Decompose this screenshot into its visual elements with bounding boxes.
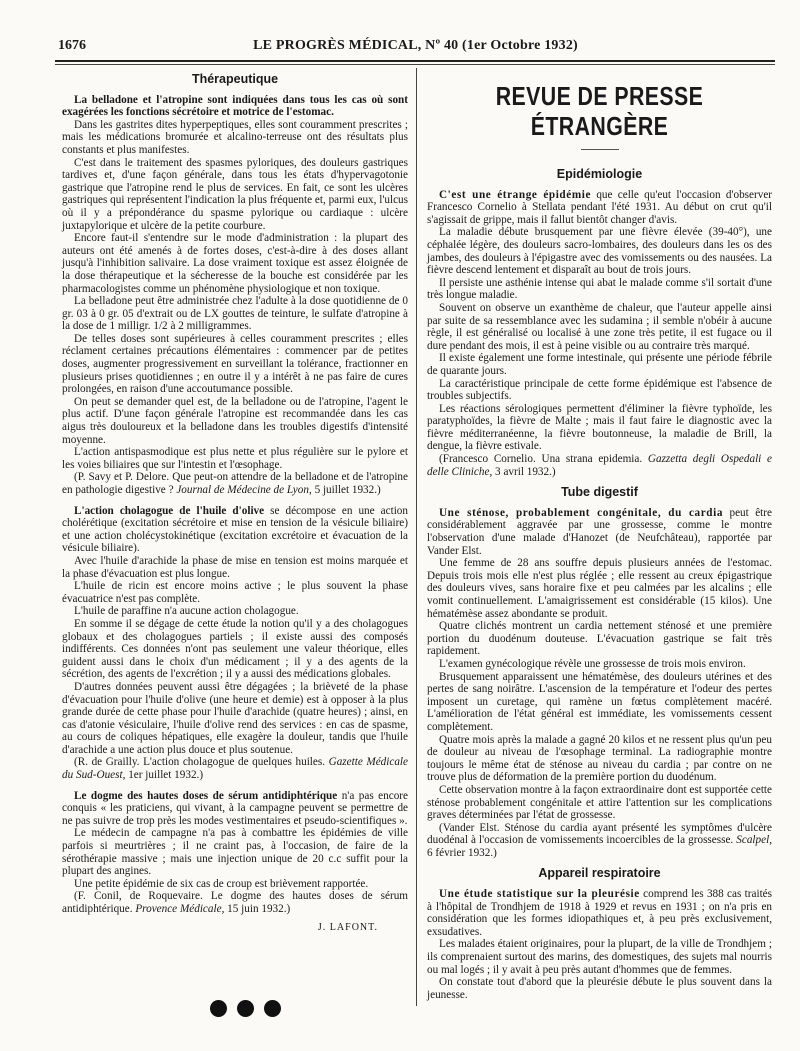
journal-title: LE PROGRÈS MÉDICAL, Nº 40 (1er Octobre 1932) (253, 38, 578, 53)
signature: J. LAFONT. (317, 921, 378, 933)
paragraph: On constate tout d'abord que la pleurésie débute le plus souvent dans la jeunesse. (427, 976, 772, 1001)
press-review-title: REVUE DE PRESSE ÉTRANGÈRE (495, 81, 704, 141)
header-rule-thin (55, 64, 775, 65)
ornament-dot (237, 1000, 254, 1017)
page-header (58, 30, 773, 56)
paragraph: Il existe également une forme intestinale, qui présente une période fébrile de quarante jours. (427, 352, 772, 377)
paragraph: La caractéristique principale de cette forme épidémique est l'absence de troubles subjectifs. (427, 377, 772, 403)
reference: (Vander Elst. Sténose du cardia ayant présenté les symptômes d'ulcère duodénal à l'occasion de vomissements incoercibles de la grossesse. Scalpel, 6 février 1932.) (427, 821, 772, 859)
title-rule (581, 149, 619, 150)
paragraph: Dans les gastrites dites hyperpeptiques, elles sont couramment prescrites ; mais les médications bromurée et alcalino-terreuse ont des résultats plus constants et plus manifestes. (62, 118, 408, 156)
paragraph: L'action antispasmodique est plus nette et plus régulière sur le pylore et les voies biliaires que sur l'intestin et l'œsophage. (62, 446, 408, 471)
paragraph: Une petite épidémie de six cas de croup est brièvement rapportée. (74, 877, 369, 890)
reference: (Francesco Cornelio. Una strana epidemia. Gazzetta degli Ospedali e delle Cliniche, 3 avril 1932.) (427, 453, 772, 478)
paragraph: Souvent on observe un exanthème de chaleur, que l'auteur appelle ainsi par suite de sa ressemblance avec les sudamina ; il semble n'obéir à aucune règle, il est généralisé ou localisé à une zone très petite, il est fugace ou il dure pendant des mois, il est à peine visible ou au contraire très marqué. (427, 301, 772, 352)
paragraph: En somme il se dégage de cette étude la notion qu'il y a des cholagogues globaux et des cholagogues partiels ; il existe aussi des composés indifférents. Ces données n'ont pas seulement une valeur théorique, elles guident aussi dans le choix d'un médicament ; il y a des agents de la sécrétion, des agents de l'excrétion ; il y a aussi des médications globales. (62, 617, 408, 681)
paragraph: Avec l'huile d'arachide la phase de mise en tension est moins marquée et la phase d'évacuation est plus longue. (62, 554, 408, 580)
right-column (427, 73, 772, 1001)
section-title-epidemiologie: Epidémiologie (556, 167, 643, 181)
paragraph: L'huile de paraffine n'a aucune action cholagogue. (74, 605, 299, 618)
section-title-therapeutique: Thérapeutique (191, 72, 279, 86)
paragraph: On peut se demander quel est, de la belladone ou de l'atropine, l'agent le plus actif. D'une façon générale l'atropine est recommandée dans les cas aigus très douloureux et la belladone dans les troubles digestifs d'intensité moyenne. (62, 395, 408, 446)
paragraph: L'examen gynécologique révèle une grossesse de trois mois environ. (439, 657, 746, 670)
left-column (62, 73, 408, 934)
paragraph: Une femme de 28 ans souffre depuis plusieurs années de l'estomac. Depuis trois mois elle n'est plus réglée ; elle ressent au creux épigastrique des douleurs vives, sans horaire fixe et peu calmées par les alcalins ; elle vomit continuellement. L'amaigrissement est considérable (15 kilos). Une hématémèse assez abondante se produit. (427, 557, 772, 620)
paragraph: Brusquement apparaissent une hématémèse, des douleurs utérines et des pertes de sang noirâtre. L'ascension de la température et l'odeur des pertes imposent un curetage, qui ramène un fœtus complètement macéré. L'amélioration de l'état général est immédiate, les vomissements cessent complètement. (427, 670, 772, 733)
paragraph: L'huile de ricin est encore moins active ; le plus souvent la phase évacuatrice n'est pas complète. (62, 580, 408, 605)
ornament-dot (210, 1000, 227, 1017)
paragraph: Le médecin de campagne n'a pas à combattre les épidémies de ville parfois si meurtrières ; il ne craint pas, à l'occasion, de faire de la sérothérapie massive ; mais une injection unique de 20 c.c suffit pour la plupart des angines. (62, 827, 408, 878)
reference: (R. de Grailly. L'action cholagogue de quelques huiles. Gazette Médicale du Sud-Ouest, 1er juillet 1932.) (62, 756, 409, 782)
paragraph: Le dogme des hautes doses de sérum antidiphtérique n'a pas encore conquis « les praticiens, qui vivant, à la campagne peuvent se permettre de ne pas suivre de trop près les modes vestimentaires et pseudo-scientifiques ». (62, 789, 408, 827)
column-divider (416, 68, 417, 1006)
section-end-ornament (210, 1000, 310, 1020)
paragraph: Quatre mois après la malade a gagné 20 kilos et ne ressent plus qu'un peu de douleur au niveau de l'œsophage terminal. La radiographie montre toujours le même état de sténose au niveau du cardia ; par contre on ne trouve plus de déformation de la première portion du duodénum. (427, 733, 772, 784)
paragraph: Il persiste une asthénie intense qui abat le malade comme s'il sortait d'une très longue maladie. (427, 276, 772, 302)
paragraph: Une étude statistique sur la pleurésie comprend les 388 cas traités à l'hôpital de Trondhjem de 1918 à 1929 et revus en 1931 ; on n'a pris en considération que les formes idiopathiques et, à peu près exclusivement, exsudatives. (427, 888, 772, 938)
paragraph: La belladone peut être administrée chez l'adulte à la dose quotidienne de 0 gr. 03 à 0 gr. 05 d'extrait ou de LX gouttes de teinture, le sulfate d'atropine à la dose de 1 milligr. 1/2 à 2 milligrammes. (62, 295, 408, 333)
paragraph: C'est dans le traitement des spasmes pyloriques, des douleurs gastriques tardives et, d'une façon générale, dans tous les états d'hypervagotonie gastrique que l'atropine rend le plus de services. En fait, ce sont les ulcères gastriques qui représentent l'indication la plus fréquente et, parmi eux, l'ulcus où il y a prépondérance du spasme pylorique ou cardiaque : ulcère juxtapylorique et ulcère de la petite courbure. (62, 156, 408, 232)
paragraph: La belladone et l'atropine sont indiquées dans tous les cas où sont exagérées les fonctions sécrétoire et motrice de l'estomac. (62, 93, 408, 119)
paragraph: Les malades étaient originaires, pour la plupart, de la ville de Trondhjem ; ils comprenaient surtout des marins, des domestiques, des sujets mal nourris ou mal logés ; il y avait à peu près autant d'hommes que de femmes. (427, 938, 772, 976)
paragraph: L'action cholagogue de l'huile d'olive se décompose en une action cholérétique (excitation sécrétoire et mise en tension de la vésicule biliaire) et une action cholécystokinétique (excitation excrétoire et évacuation de la vésicule biliaire). (62, 504, 408, 555)
ornament-dot (264, 1000, 281, 1017)
page-number: 1676 (58, 38, 86, 53)
paragraph: Une sténose, probablement congénitale, du cardia peut être considérablement aggravée par une grossesse, comme le montre l'observation d'une malade d'Hanozet (de Neufchâteau), rapportée par Vander Elst. (427, 506, 772, 557)
paragraph: Encore faut-il s'entendre sur le mode d'administration : la plupart des auteurs ont été amenés à de fortes doses, c'est-à-dire à des doses allant jusqu'à l'inhibition salivaire. La dose vraiment toxique est assez éloignée de la dose thérapeutique et la sécheresse de la bouche est considérée par les pharmacologistes comme un phénomène physiologique et non toxique. (62, 232, 408, 295)
paragraph: Quatre clichés montrent un cardia nettement sténosé et une première portion du duodénum douteuse. L'évacuation gastrique se fait très rapidement. (427, 620, 772, 658)
section-title-tube-digestif: Tube digestif (561, 485, 638, 500)
paragraph: Les réactions sérologiques permettent d'éliminer la fièvre typhoïde, les paratyphoïdes, la fièvre de Malte ; mais il faut faire le diagnostic avec la fièvre méditerranéenne, la fièvre boutonneuse, la maladie de Brill, la dengue, la fièvre estivale. (427, 402, 772, 453)
paragraph: C'est une étrange épidémie que celle qu'eut l'occasion d'observer Francesco Cornelio à Stellata pendant l'été 1931. Au début on crut qu'il s'agissait de grippe, mais il fallut bientôt changer d'avis. (427, 188, 773, 226)
reference: (P. Savy et P. Delore. Que peut-on attendre de la belladone et de l'atropine en pathologie digestive ? Journal de Médecine de Lyon, 5 juillet 1932.) (62, 471, 408, 496)
reference: (F. Conil, de Roquevaire. Le dogme des hautes doses de sérum antidiphtérique. Provence Médicale, 15 juin 1932.) (62, 890, 408, 915)
section-title-appareil-respiratoire: Appareil respiratoire (538, 866, 661, 881)
paragraph: La maladie débute brusquement par une fièvre élevée (39-40°), une céphalée légère, des douleurs sacro-lombaires, des douleurs dans les os des jambes, des douleurs à l'épigastre avec des vomissements ou des nausées. La fièvre descend lentement et disparaît au bout de trois jours. (427, 226, 772, 277)
paragraph: Cette observation montre à la façon extraordinaire dont est supportée cette sténose probablement congénitale et attire l'attention sur les complications graves déterminées par l'état de grossesse. (427, 783, 773, 822)
paragraph: D'autres données peuvent aussi être dégagées ; la brièveté de la phase d'évacuation pour l'huile d'olive (une heure et demie) est à opposer à la plus grande durée de cette phase pour l'huile d'arachide (quatre heures) ; ainsi, en cas d'atonie vésiculaire, l'huile d'olive rend des services : en cas de spasme, au cours de coliques hépatiques, elle exagère la douleur, tandis que l'huile d'arachide a une action plus douce et plus soutenue. (62, 680, 408, 756)
paragraph: De telles doses sont supérieures à celles couramment prescrites ; elles réclament certaines précautions élémentaires : commencer par de petites doses, augmenter progressivement en surveillant la tolérance, fractionner en plusieurs prises quotidiennes ; en outre il y a intérêt à ne pas faire de cures prolongées, en raison d'une accoutumance possible. (62, 332, 408, 396)
header-rule-thick (55, 60, 775, 62)
